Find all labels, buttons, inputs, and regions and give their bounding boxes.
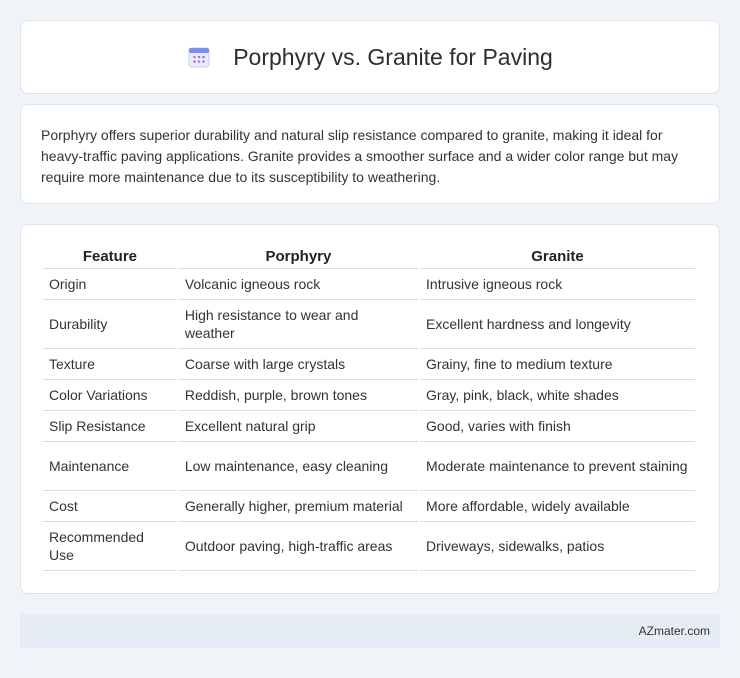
cell-feature: Cost bbox=[43, 491, 177, 522]
table-row bbox=[43, 349, 695, 380]
footer-site-link[interactable]: AZmater.com bbox=[638, 624, 710, 638]
table-row bbox=[43, 300, 695, 349]
table-row bbox=[43, 522, 695, 571]
cell-granite: Excellent hardness and longevity bbox=[420, 300, 695, 349]
cell-porphyry: Coarse with large crystals bbox=[179, 349, 418, 380]
cell-granite: Gray, pink, black, white shades bbox=[420, 380, 695, 411]
cell-porphyry: Excellent natural grip bbox=[179, 411, 418, 442]
intro-card bbox=[20, 104, 720, 204]
header-card bbox=[20, 20, 720, 94]
header-granite: Granite bbox=[420, 247, 695, 269]
cell-feature: Origin bbox=[43, 269, 177, 300]
footer bbox=[20, 614, 720, 648]
table-row bbox=[43, 411, 695, 442]
cell-granite: Driveways, sidewalks, patios bbox=[420, 522, 695, 571]
table-row bbox=[43, 442, 695, 491]
table-row bbox=[43, 269, 695, 300]
cell-porphyry: Generally higher, premium material bbox=[179, 491, 418, 522]
cell-granite: Moderate maintenance to prevent staining bbox=[420, 442, 695, 491]
table-row bbox=[43, 491, 695, 522]
cell-granite: Good, varies with finish bbox=[420, 411, 695, 442]
table-header-row bbox=[43, 247, 695, 269]
page-title: Porphyry vs. Granite for Paving bbox=[233, 43, 553, 70]
intro-paragraph: Porphyry offers superior durability and natural slip resistance compared to granite, making it ideal for heavy-traffic paving applications. Granite provides a smoother surface and a wider color range but may require more maintenance due to its susceptibility to weathering. bbox=[41, 127, 679, 185]
cell-feature: Slip Resistance bbox=[43, 411, 177, 442]
cell-feature: Color Variations bbox=[43, 380, 177, 411]
cell-feature: Texture bbox=[43, 349, 177, 380]
comparison-card bbox=[20, 224, 720, 594]
cell-porphyry: High resistance to wear and weather bbox=[179, 300, 418, 349]
cell-porphyry: Reddish, purple, brown tones bbox=[179, 380, 418, 411]
cell-porphyry: Low maintenance, easy cleaning bbox=[179, 442, 418, 491]
cell-granite: Grainy, fine to medium texture bbox=[420, 349, 695, 380]
cell-porphyry: Volcanic igneous rock bbox=[179, 269, 418, 300]
cell-porphyry: Outdoor paving, high-traffic areas bbox=[179, 522, 418, 571]
table-row bbox=[43, 380, 695, 411]
cell-granite: More affordable, widely available bbox=[420, 491, 695, 522]
cell-granite: Intrusive igneous rock bbox=[420, 269, 695, 300]
header-porphyry: Porphyry bbox=[179, 247, 418, 269]
cell-feature: Durability bbox=[43, 300, 177, 349]
calendar-icon bbox=[187, 45, 211, 69]
cell-feature: Recommended Use bbox=[43, 522, 177, 571]
header bbox=[187, 44, 553, 71]
cell-feature: Maintenance bbox=[43, 442, 177, 491]
comparison-table bbox=[41, 247, 697, 571]
header-feature: Feature bbox=[43, 247, 177, 269]
